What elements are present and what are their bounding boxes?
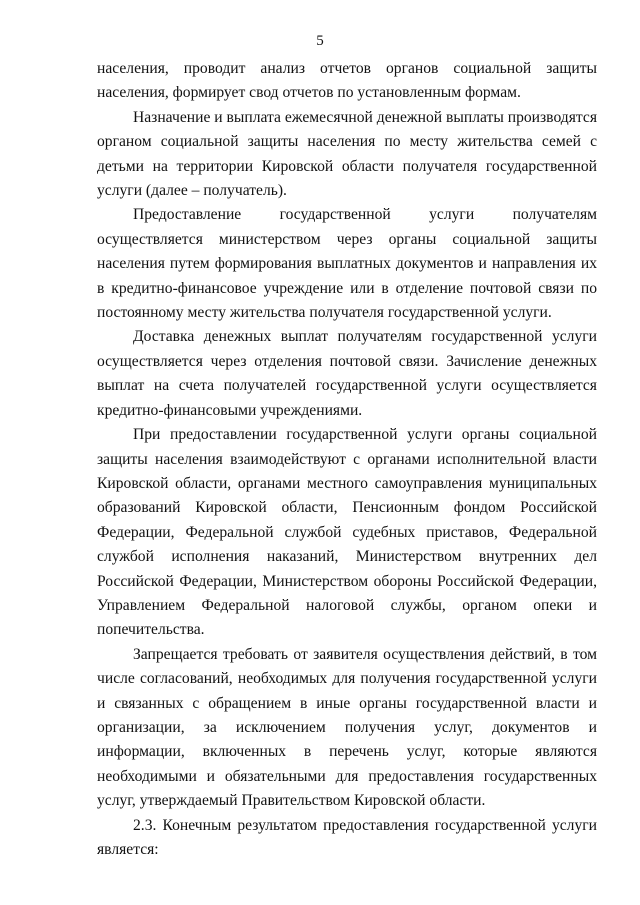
page-number: 5 <box>316 33 324 49</box>
paragraph-4: Доставка денежных выплат получателям государственной услуги осуществляется через отделения почтовой связи. Зачисление денежных выплат на счета получателей государственной услуги осуществляется кредитно-финансовыми учреждениями. <box>97 328 597 419</box>
paragraph-3: Предоставление государственной услуги получателям осуществляется министерством через органы социальной защиты населения путем формирования выплатных документов и направления их в кредитно-финансовое учреждение или в отделение почтовой связи по постоянному месту жительства получателя государственной услуги. <box>97 206 597 322</box>
section-2-3-paragraph: 2.3. Конечным результатом предоставления государственной услуги является: <box>97 816 597 858</box>
paragraph-5: При предоставлении государственной услуги органы социальной защиты населения взаимодействуют с органами исполнительной власти Кировской области, органами местного самоуправления муниципальных образований Кировской области, Пенсионным фондом Российской Федерации, Федеральной службой судебных приставов, Федеральной службой исполнения наказаний, Министерством внутренних дел Российской Федерации, Министерством обороны Российской Федерации, Управлением Федеральной налоговой службы, органом опеки и попечительства. <box>97 426 597 639</box>
paragraph-1: населения, проводит анализ отчетов органов социальной защиты населения, формирует свод отчетов по установленным формам. <box>97 60 597 102</box>
body-text <box>97 57 597 862</box>
paragraph-2: Назначение и выплата ежемесячной денежной выплаты производятся органом социальной защиты населения по месту жительства семей с детьми на территории Кировской области получателя государственной услуги (далее – получатель). <box>97 108 597 200</box>
paragraph-6: Запрещается требовать от заявителя осуществления действий, в том числе согласований, необходимых для получения государственной услуги и связанных с обращением в иные органы государственной власти и организации, за исключением получения услуг, документов и информации, включенных в перечень услуг, которые являются необходимыми и обязательными для предоставления государственных услуг, утверждаемый Правительством Кировской области. <box>97 645 597 810</box>
